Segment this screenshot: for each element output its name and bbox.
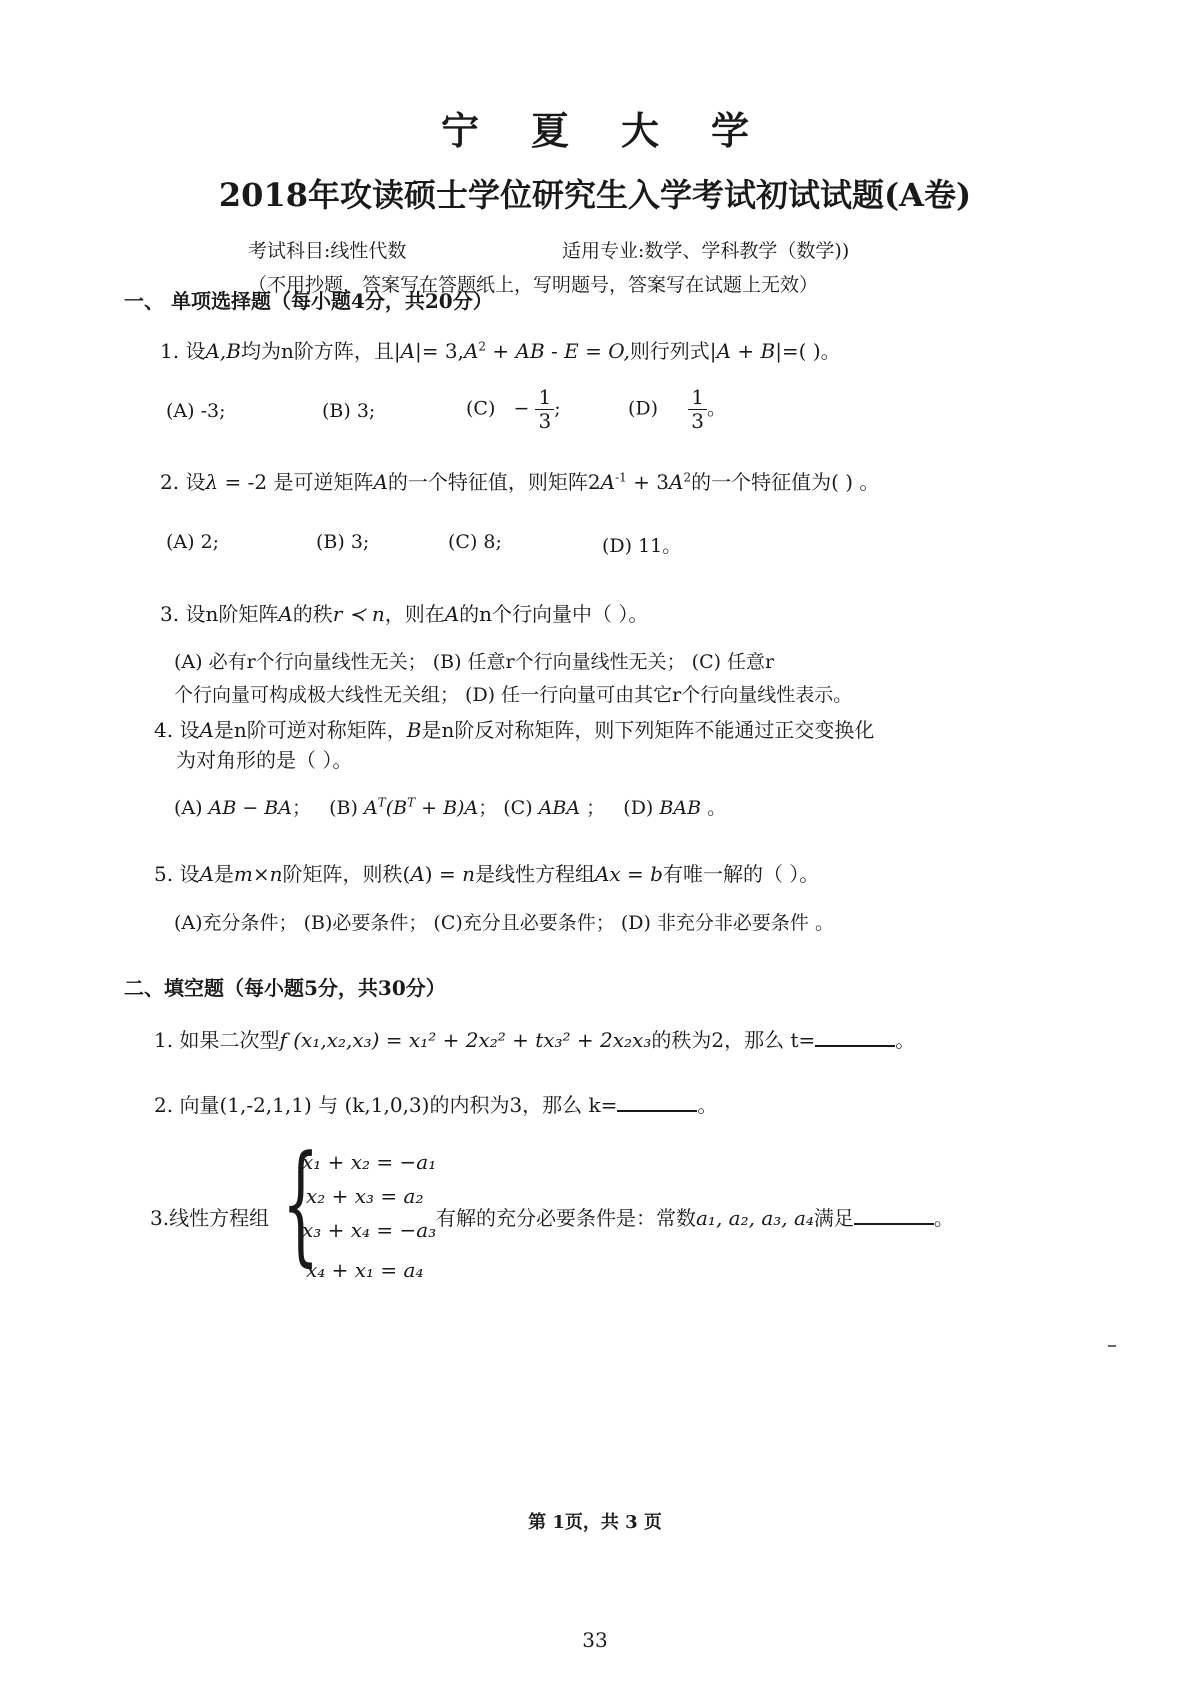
scan-mark [1108, 1345, 1116, 1347]
s1q1-eq: + AB - E = O, [486, 339, 630, 363]
s1-question-1 [160, 335, 841, 364]
s1q5-a2: A [410, 862, 425, 886]
s1q1-opt-d-fraction [688, 386, 707, 433]
s1q4-opt-b-m1: A [363, 797, 378, 819]
exam-subject: 考试科目:线性代数 [248, 240, 407, 262]
s1q4-opt-a-label: (A) [174, 797, 203, 819]
s1q2-option-c: (C) 8; [448, 531, 502, 553]
s1q1-sup2: 2 [478, 339, 487, 354]
s2q1-args: (x₁,x₂,x₃) [286, 1028, 380, 1052]
s1q4-opt-c-math: ABA [538, 797, 581, 819]
s1q4-opt-c-label: (C) [503, 797, 533, 819]
s1q2-a3: A [669, 470, 684, 494]
s1q1-a: A [400, 339, 416, 363]
s2q1-answer-blank [815, 1027, 895, 1047]
s1q1-opt-c-tail: ; [554, 397, 561, 420]
s1q2-lambda: λ [205, 470, 219, 494]
s1q3-text-b: 的秩 [292, 602, 333, 626]
s2q3-prefix: 3.线性方程组 [150, 1206, 270, 1230]
exam-major: 适用专业:数学、学科教学（数学)) [562, 240, 850, 262]
page-info: 第 1页，共 3 页 [528, 1512, 662, 1533]
s1q1-text-g: 则行列式| [629, 339, 717, 363]
s1q2-option-a: (A) 2; [166, 531, 220, 553]
s1q5-n: n [462, 862, 475, 886]
section2-title: 二、填空题（每小题5分，共30分） [124, 976, 446, 1000]
s1q3-a2: A [444, 602, 460, 626]
s1q2-text-c: 的一个特征值，则矩阵2 [387, 470, 601, 494]
s1q1-opt-c-minus: − [513, 397, 530, 420]
s1q1-text-i: |=( )。 [775, 339, 841, 363]
s2-question-1 [154, 1024, 915, 1053]
s1q5-a: A [199, 862, 214, 886]
s2q3-brace: { [282, 1127, 320, 1279]
s1q2-sup-inv: -1 [615, 470, 627, 485]
s1q1-ab: A,B [205, 339, 241, 363]
exam-title: 2018年攻读硕士学位研究生入学考试初试试题(A卷) [218, 176, 972, 214]
s1q4-opt-d-math: BAB [659, 797, 702, 819]
s1q4-opt-a-math: AB − BA [208, 797, 292, 819]
s1q2-sup2: 2 [683, 470, 692, 485]
s1q3-text-f: 的n个行向量中（ ）。 [459, 602, 649, 626]
s1q5-text-j: 有唯一解的（ ）。 [662, 862, 820, 886]
s2q1-f: f [279, 1028, 287, 1052]
s1q1-apb: A + B [716, 339, 776, 363]
s1q3-prefix: 3. 设n阶矩阵 [160, 602, 279, 626]
s1q1-option-a: (A) -3; [166, 400, 226, 422]
s1q5-prefix: 5. 设 [154, 862, 200, 886]
s1q4-opt-b-sup1: T [377, 795, 386, 810]
s2q3-eq2: x₂ + x₃ = a₂ [306, 1184, 424, 1208]
s1q2-text-g: 的一个特征值为( ) 。 [691, 470, 880, 494]
s1q2-text-a: = -2 是可逆矩阵 [218, 470, 374, 494]
s1q4-opt-b-m2: (B [385, 797, 408, 819]
s1q4-opt-b-tail: ； [478, 797, 498, 819]
s1q4-opt-b-m3: + B)A [415, 797, 479, 819]
s1q3-options-line1: (A) 必有r个行向量线性无关； (B) 任意r个行向量线性无关； (C) 任意r [174, 651, 775, 673]
s1q2-a2: A [600, 470, 616, 494]
s1q4-opt-b-label: (B) [329, 797, 358, 819]
exam-note: （不用抄题，答案写在答题纸上，写明题号，答案写在试题上无效） [248, 274, 819, 296]
s1q1-text-d: |= 3, [415, 339, 464, 363]
s1q1-opt-c-num: 1 [535, 386, 554, 410]
s1q5-text-d: 阶矩阵，则秩( [282, 862, 411, 886]
s2q3-condition [436, 1202, 954, 1231]
s1-question-3 [160, 598, 648, 627]
s1q4-prefix: 4. 设 [154, 718, 200, 742]
s2q1-prefix: 1. 如果二次型 [154, 1028, 280, 1052]
s1q5-text-b: 是 [213, 862, 234, 886]
s1q4-text-d: 是n阶反对称矩阵，则下列矩阵不能通过正交变换化 [421, 718, 875, 742]
s2q3-tail: 满足 [813, 1206, 854, 1230]
university-title: 宁夏大学 [440, 108, 801, 153]
s1q1-opt-c-label: (C) [466, 397, 496, 420]
s1q4-opt-d-tail: 。 [707, 797, 727, 819]
s1q2-text-e: + 3 [626, 470, 669, 494]
s2q3-end: 。 [933, 1206, 954, 1230]
s1q4-b: B [406, 718, 422, 742]
s1q4-opt-c-tail: ； [586, 797, 606, 819]
s2-question-2 [154, 1089, 717, 1118]
s1q1-opt-c-fraction [535, 386, 554, 433]
s1-question-5 [154, 858, 819, 887]
s2q3-eq3: x₃ + x₄ = −a₃ [302, 1218, 437, 1242]
s1q3-rank: r ≺ n [332, 602, 385, 626]
s2q3-middle: 有解的充分必要条件是：常数 [436, 1206, 696, 1230]
s1-question-2 [160, 466, 879, 495]
s2q2-answer-blank [617, 1092, 697, 1112]
s2q2-text: 2. 向量(1,-2,1,1) 与 (k,1,0,3)的内积为3，那么 k= [154, 1093, 618, 1117]
s1q4-opt-b-sup2: T [407, 795, 416, 810]
s1q5-options: (A)充分条件； (B)必要条件； (C)充分且必要条件； (D) 非充分非必要条件 。 [174, 912, 834, 934]
s1q2-prefix: 2. 设 [160, 470, 206, 494]
s2q3-answer-blank [854, 1205, 934, 1225]
s1q4-a: A [199, 718, 214, 742]
s1q3-text-d: ，则在 [384, 602, 445, 626]
s1q5-mxn: m×n [233, 862, 283, 886]
s1q2-option-d: (D) 11。 [602, 535, 682, 557]
s2q1-tail: 的秩为2，那么 t= [651, 1028, 816, 1052]
s1q2-option-b: (B) 3; [316, 531, 370, 553]
s1q5-text-h: 是线性方程组 [474, 862, 595, 886]
s1q1-option-d [628, 386, 726, 433]
s1q1-opt-c-den: 3 [538, 409, 552, 433]
s1q1-opt-d-label: (D) [628, 397, 659, 420]
s2q3-eq1: x₁ + x₂ = −a₁ [302, 1150, 437, 1174]
s1q3-a1: A [278, 602, 293, 626]
s1q1-text-b: 均为n阶方阵，且| [240, 339, 401, 363]
s2q3-eq4: x₄ + x₁ = a₄ [306, 1258, 424, 1282]
page-number: 33 [582, 1628, 608, 1652]
s1q5-text-f: ) = [424, 862, 463, 886]
s1-question-4 [154, 714, 874, 743]
s1q1-prefix: 1. 设 [160, 339, 206, 363]
s1q2-a1: A [373, 470, 388, 494]
s1q4-text-b: 是n阶可逆对称矩阵， [213, 718, 407, 742]
section1-title: 一、 单项选择题（每小题4分，共20分） [124, 289, 493, 313]
s1q4-line2: 为对角形的是（ ）。 [176, 748, 353, 772]
s1q1-opt-d-tail: 。 [707, 397, 727, 420]
s1q1-opt-d-num: 1 [688, 386, 707, 410]
s2q1-eq: = x₁² + 2x₂² + tx₃² + 2x₂x₃ [379, 1028, 652, 1052]
s1q4-opt-d-label: (D) [623, 797, 654, 819]
s1q1-option-c [466, 386, 561, 433]
s2q2-end: 。 [697, 1093, 718, 1117]
s1q1-a2: A [463, 339, 479, 363]
s2q1-end: 。 [895, 1028, 916, 1052]
s1q5-axb: Ax = b [594, 862, 663, 886]
s2q3-constants: a₁, a₂, a₃, a₄ [696, 1206, 814, 1230]
s1q4-options [174, 793, 726, 820]
s1q1-option-b: (B) 3; [322, 400, 376, 422]
s1q4-opt-a-tail: ； [291, 797, 311, 819]
s1q3-options-line2: 个行向量可构成极大线性无关组； (D) 任一行向量可由其它r个行向量线性表示。 [174, 684, 853, 706]
s1q1-opt-d-den: 3 [691, 409, 704, 433]
